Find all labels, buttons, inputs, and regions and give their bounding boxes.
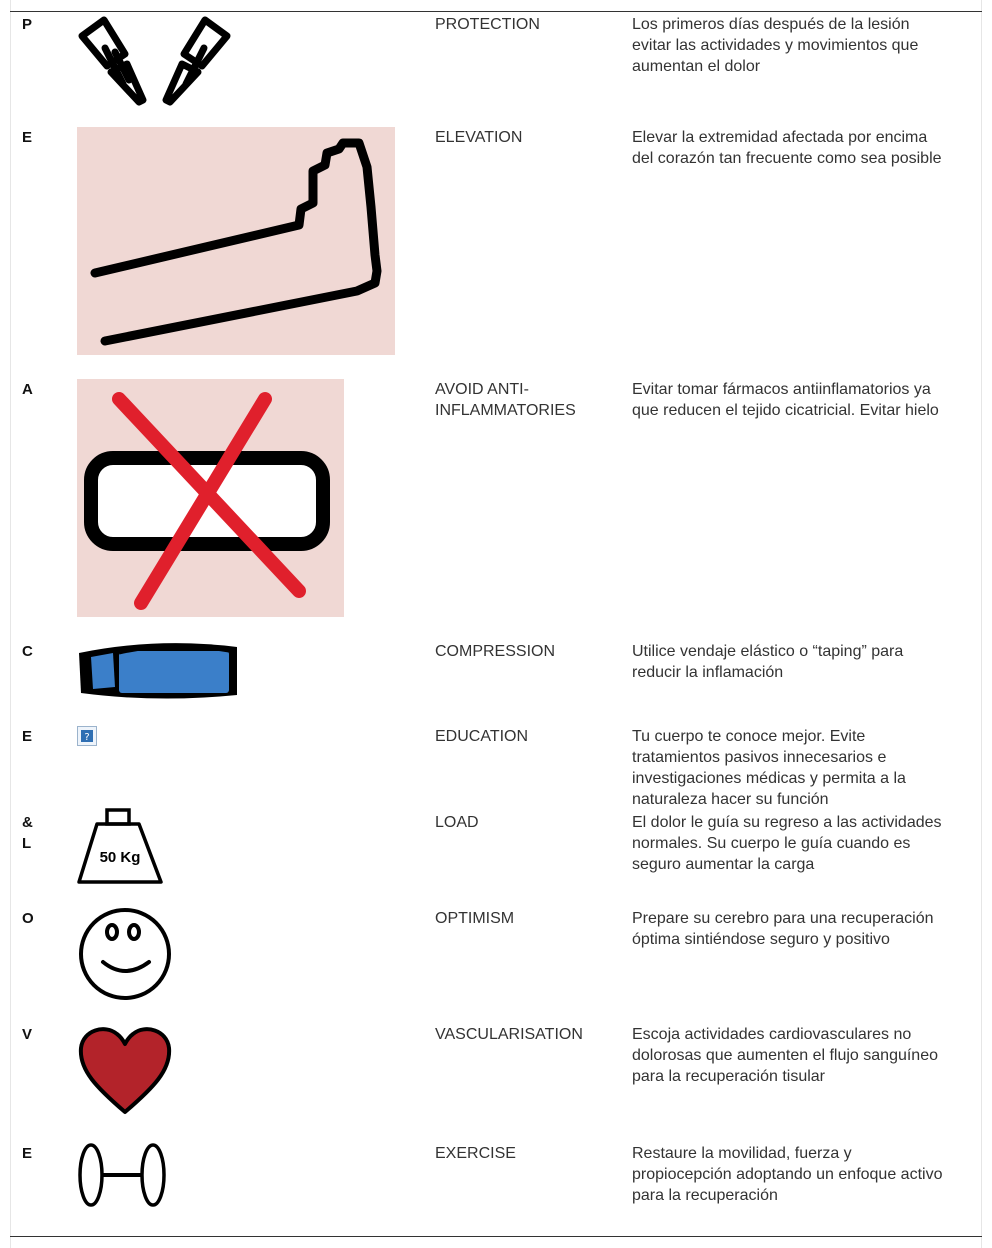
- weight-icon: [77, 808, 167, 886]
- bandage-icon: [77, 639, 239, 701]
- dumbbell-icon: [77, 1141, 169, 1211]
- row-letter: V: [22, 1026, 33, 1043]
- row-letter: O: [22, 910, 34, 927]
- row-term: ELEVATION: [435, 129, 523, 146]
- row-description: Evitar tomar fármacos antiinflamatorios ya que reducen el tejido cicatricial. Evitar hielo: [632, 381, 939, 419]
- row-description: Prepare su cerebro para una recuperación óptima sintiéndose seguro y positivo: [632, 910, 934, 948]
- row-letter: E: [22, 1145, 33, 1162]
- row-description: Los primeros días después de la lesión evitar las actividades y movimientos que aumentan el dolor: [632, 16, 919, 75]
- row-letter: C: [22, 643, 33, 660]
- row-term: VASCULARISATION: [435, 1026, 583, 1043]
- row-letter: E: [22, 728, 33, 745]
- row-term: PROTECTION: [435, 16, 540, 33]
- row-description: Escoja actividades cardiovasculares no dolorosas que aumenten el flujo sanguíneo para la recuperación tisular: [632, 1026, 938, 1085]
- smiley-icon: [77, 906, 175, 1002]
- table-top-rule: [10, 11, 982, 12]
- crutches-icon: [77, 14, 232, 106]
- elevated-leg-icon: [77, 127, 395, 355]
- broken-image-icon: [77, 726, 97, 746]
- row-description: Restaure la movilidad, fuerza y propiocepción adoptando un enfoque activo para la recuperación: [632, 1145, 943, 1204]
- row-term: OPTIMISM: [435, 910, 515, 927]
- row-letter: P: [22, 16, 33, 33]
- row-letter: E: [22, 129, 33, 146]
- row-term: LOAD: [435, 814, 479, 831]
- table-bottom-rule: [10, 1236, 982, 1237]
- heart-icon: [77, 1022, 175, 1118]
- row-description: Elevar la extremidad afectada por encima del corazón tan frecuente como sea posible: [632, 129, 942, 167]
- row-term: EDUCATION: [435, 728, 529, 745]
- row-letter: A: [22, 381, 33, 398]
- row-description: El dolor le guía su regreso a las actividades normales. Su cuerpo le guía cuando es seguro aumentar la carga: [632, 814, 942, 873]
- svg-text:50 Kg: 50 Kg: [99, 849, 141, 866]
- row-letter: & L: [22, 814, 33, 852]
- row-term: EXERCISE: [435, 1145, 516, 1162]
- no-pills-icon: [77, 379, 344, 617]
- row-description: Tu cuerpo te conoce mejor. Evite tratamientos pasivos innecesarios e investigaciones médicas y permita a la naturaleza hacer su función: [632, 728, 906, 808]
- svg-text:?: ?: [84, 732, 90, 743]
- row-term: AVOID ANTI-INFLAMMATORIES: [435, 381, 576, 419]
- row-term: COMPRESSION: [435, 643, 556, 660]
- row-description: Utilice vendaje elástico o “taping” para reducir la inflamación: [632, 643, 904, 681]
